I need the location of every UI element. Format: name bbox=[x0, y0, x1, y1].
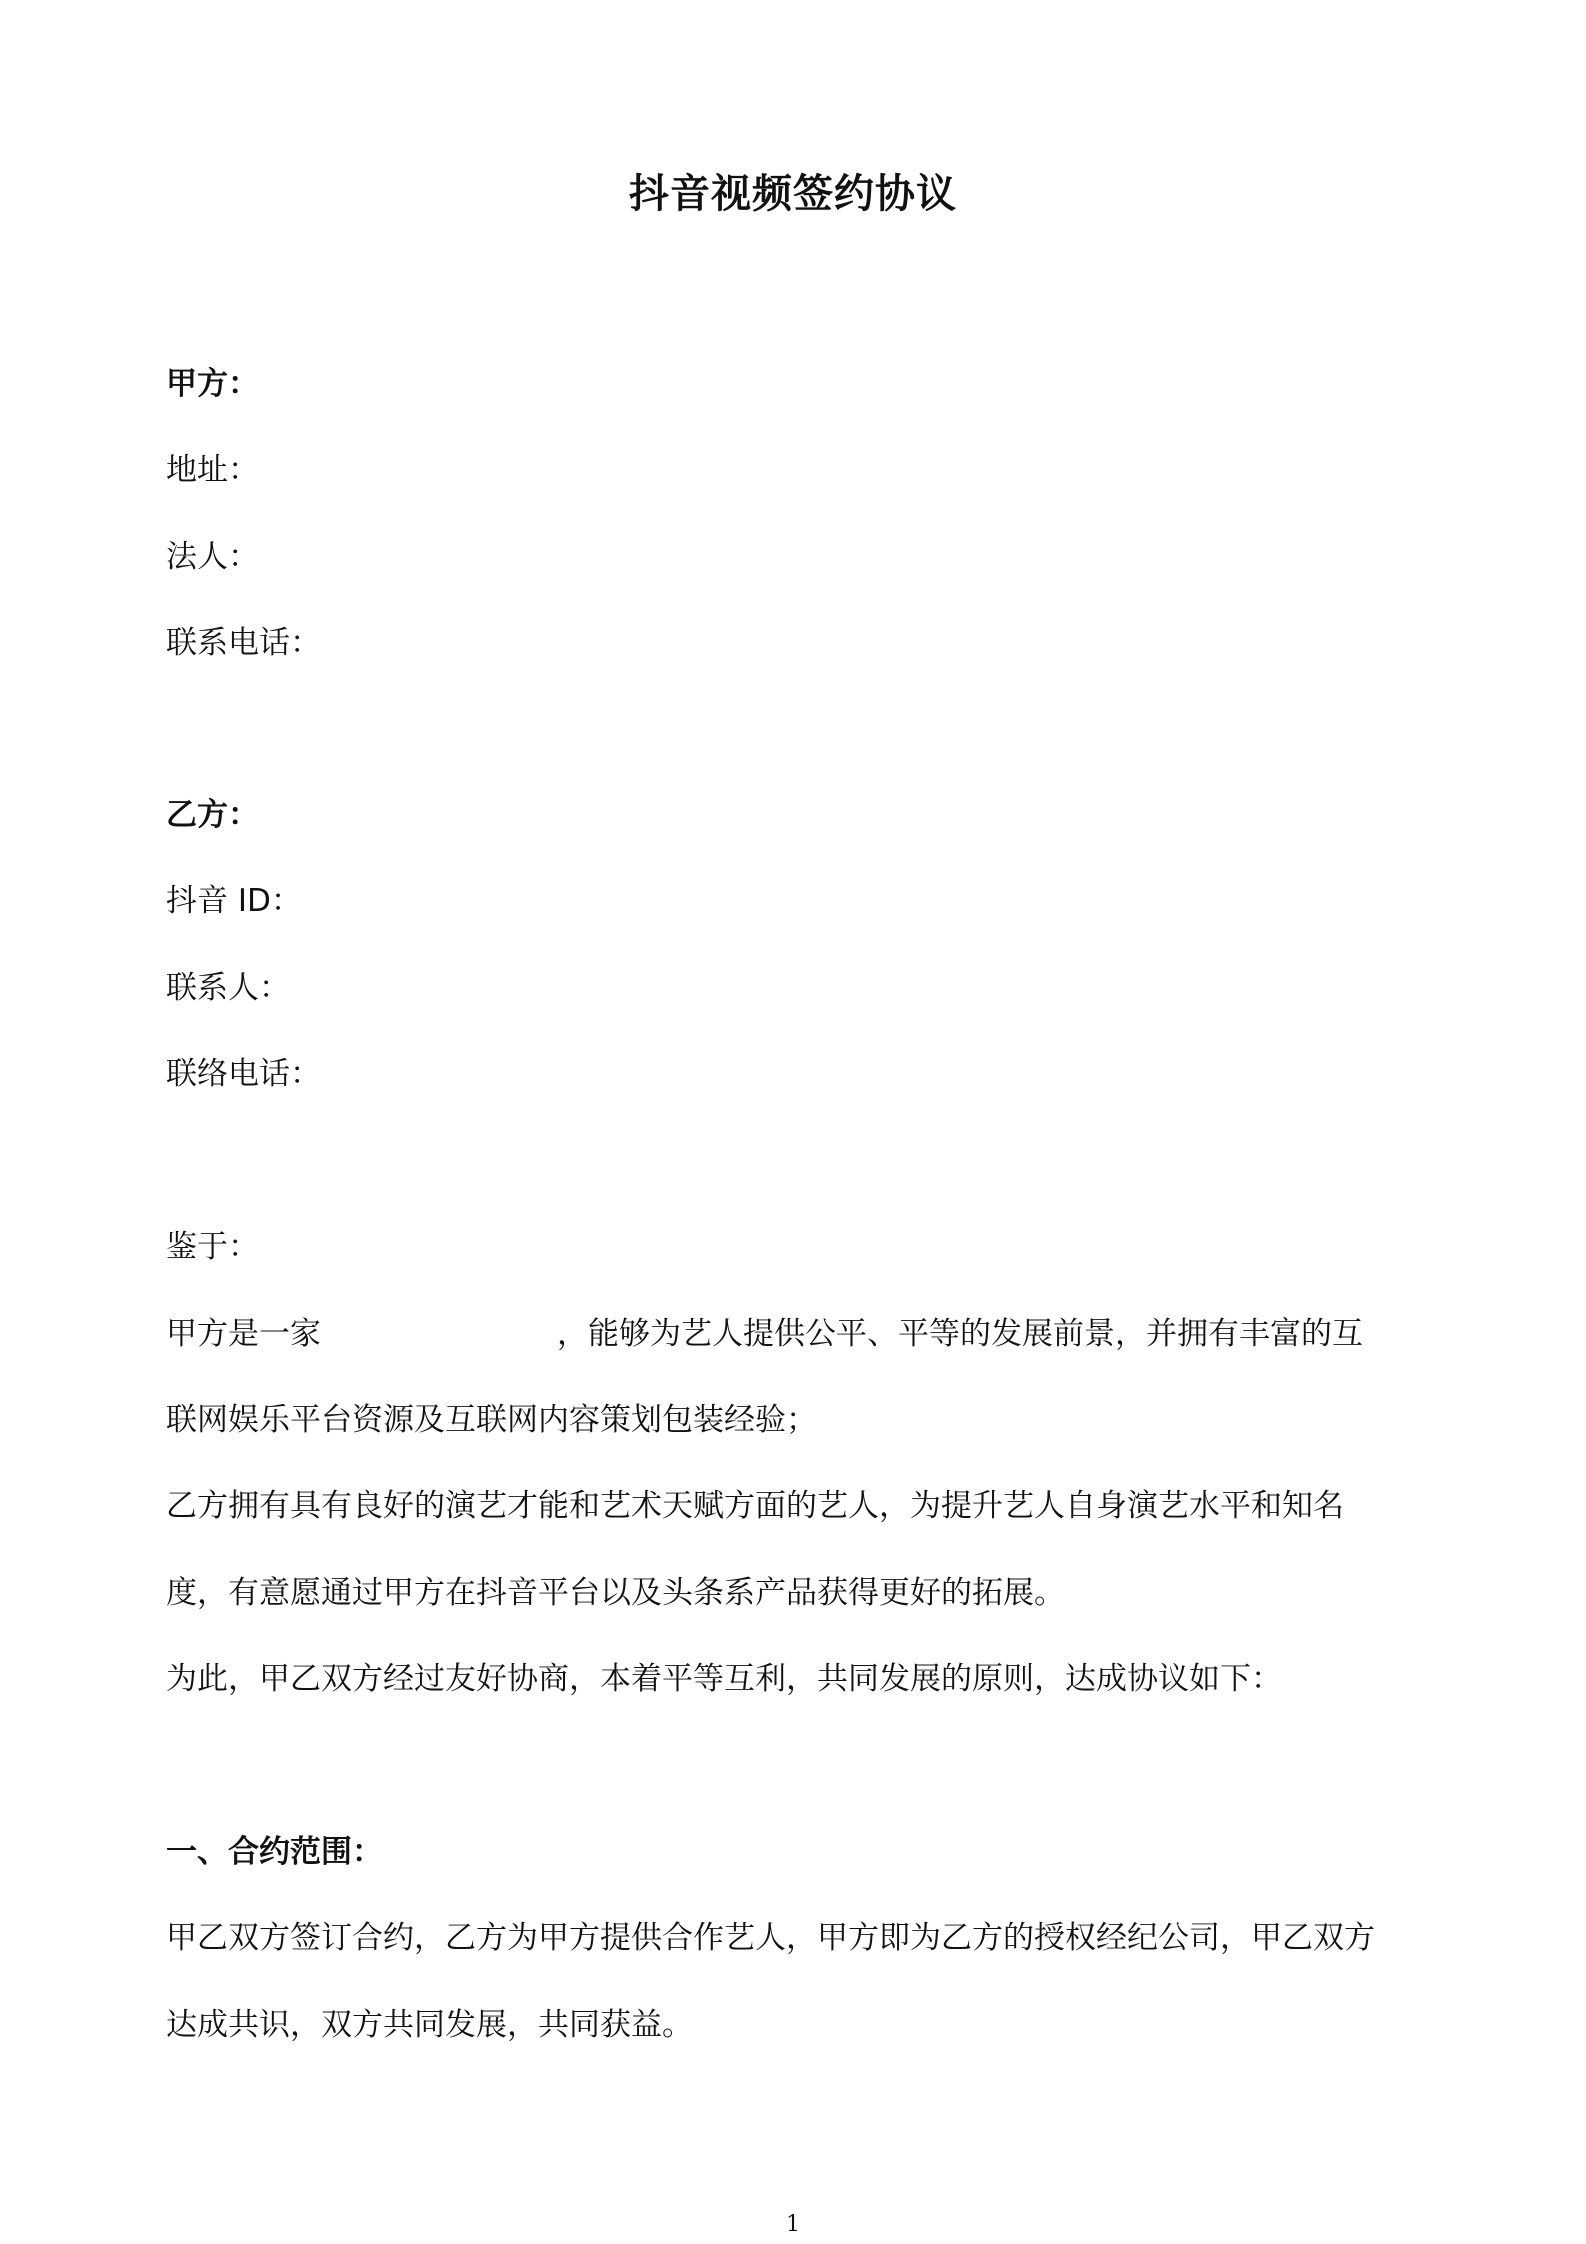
page-number: 1 bbox=[786, 2212, 800, 2237]
party-a-legal-person-label: 法人： bbox=[166, 539, 259, 575]
whereas-paragraph-2-line-2: 度，有意愿通过甲方在抖音平台以及头条系产品获得更好的拓展。 bbox=[166, 1575, 1065, 1611]
whereas-heading: 鉴于： bbox=[166, 1229, 259, 1265]
section-1-line-2: 达成共识，双方共同发展，共同获益。 bbox=[166, 2007, 693, 2043]
document-title: 抖音视频签约协议 bbox=[629, 171, 957, 217]
party-b-heading: 乙方： bbox=[166, 797, 259, 833]
whereas-paragraph-1 bbox=[166, 1314, 1363, 1354]
party-a-heading: 甲方： bbox=[166, 366, 259, 402]
whereas-paragraph-2-line-1: 乙方拥有具有良好的演艺才能和艺术天赋方面的艺人，为提升艺人自身演艺水平和知名 bbox=[166, 1488, 1344, 1524]
whereas-paragraph-1-cont: 联网娱乐平台资源及互联网内容策划包装经验； bbox=[166, 1402, 817, 1438]
party-b-contact-label: 联系人： bbox=[166, 970, 290, 1006]
party-b-douyin-id-label: 抖音 ID： bbox=[166, 883, 302, 919]
whereas-p1-end: ，能够为艺人提供公平、平等的发展前景，并拥有丰富的互 bbox=[557, 1316, 1363, 1352]
party-a-address-label: 地址： bbox=[166, 452, 259, 488]
whereas-paragraph-3: 为此，甲乙双方经过友好协商，本着平等互利，共同发展的原则，达成协议如下： bbox=[166, 1661, 1282, 1697]
party-b-phone-label: 联络电话： bbox=[166, 1056, 321, 1092]
section-1-heading: 一、合约范围： bbox=[166, 1834, 383, 1870]
section-1-line-1: 甲乙双方签订合约，乙方为甲方提供合作艺人，甲方即为乙方的授权经纪公司，甲乙双方 bbox=[166, 1920, 1375, 1956]
whereas-p1-start: 甲方是一家 bbox=[166, 1316, 321, 1352]
party-a-phone-label: 联系电话： bbox=[166, 625, 321, 661]
